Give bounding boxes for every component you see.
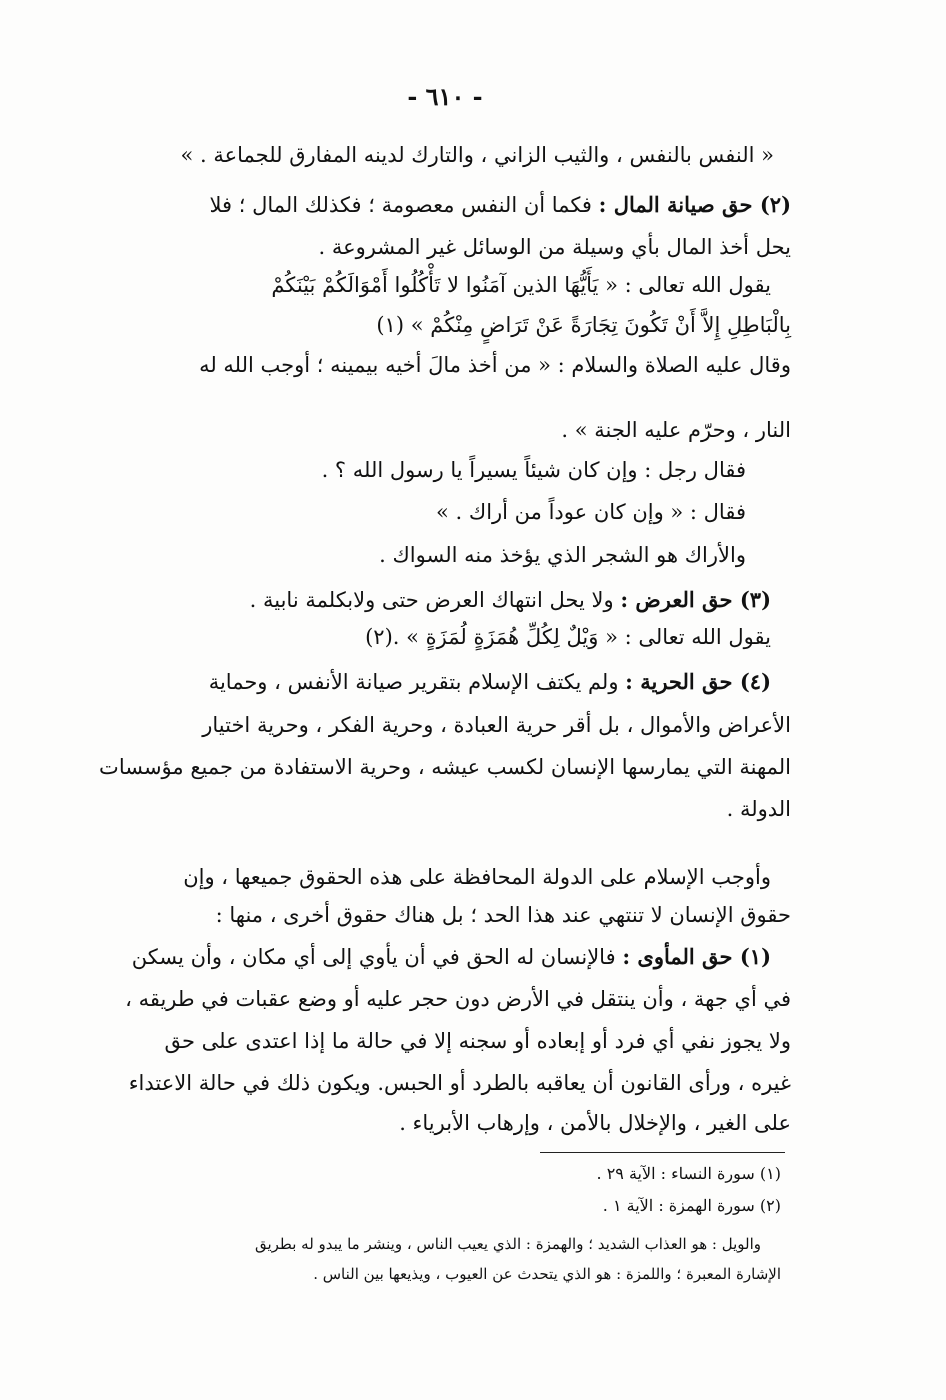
text-line-20: في أي جهة ، وأن ينتقل في الأرض دون حجر عليه أو وضع عقبات في طريقه ، [125, 987, 791, 1011]
text-line-15: المهنة التي يمارسها الإنسان لكسب عيشه ، وحرية الاستفادة من جميع مؤسسات [99, 755, 791, 779]
text-line-19 [132, 942, 771, 972]
quran-verse-line-3: يقول الله تعالى : « وَيْلٌ لِكُلِّ هُمَزَةٍ لُمَزَةٍ » .(٢) [365, 625, 771, 649]
hadith-line-2: النار ، وحرّم عليه الجنة » . [561, 418, 791, 442]
text-line-2 [210, 190, 792, 220]
text-line-9: فقال : « وإن كان عوداً من أراك . » [436, 500, 746, 524]
quran-verse-line-2: بِالْبَاطِلِ إِلاَّ أَنْ تَكُونَ تِجَارَةً عَنْ تَرَاضٍ مِنْكُمْ » (١) [376, 313, 791, 337]
footnote-1: (١) سورة النساء : الآية ٢٩ . [596, 1164, 781, 1183]
text-line-11 [250, 585, 771, 615]
text-line-14: الأعراض والأموال ، بل أقر حرية العبادة ، وحرية الفكر ، وحرية اختيار [202, 713, 791, 737]
section-heading-property: (٢) حق صيانة المال : [598, 192, 791, 217]
page-number: - ٦١٠ - [407, 82, 483, 111]
text-line-16: الدولة . [726, 797, 791, 821]
text-line-2-body: فكما أن النفس معصومة ؛ فكذلك المال ؛ فلا [209, 193, 592, 217]
section-heading-honor: (٣) حق العرض : [620, 587, 771, 612]
text-line-3: يحل أخذ المال بأي وسيلة من الوسائل غير المشروعة . [318, 235, 791, 259]
footnote-note-line-1: والويل : هو العذاب الشديد ؛ والهمزة : الذي يعيب الناس ، وينشر ما يبدو له بطريق [254, 1235, 761, 1253]
text-line-11-body: ولا يحل انتهاك العرض حتى ولابكلمة نابية . [249, 588, 614, 612]
text-line-18: حقوق الإنسان لا تنتهي عند هذا الحد ؛ بل هناك حقوق أخرى ، منها : [215, 903, 791, 927]
footnote-divider [540, 1152, 785, 1153]
text-line-23: على الغير ، والإخلال بالأمن ، وإرهاب الأبرياء . [399, 1111, 791, 1135]
text-line-13 [209, 667, 771, 697]
text-line-17: وأوجب الإسلام على الدولة المحافظة على هذه الحقوق جميعها ، وإن [183, 865, 771, 889]
section-heading-shelter: (١) حق المأوى : [622, 944, 771, 969]
footnote-2: (٢) سورة الهمزة : الآية ١ . [602, 1196, 781, 1215]
text-line-13-body: ولم يكتف الإسلام بتقرير صيانة الأنفس ، وحماية [208, 670, 619, 694]
text-line-10: والأراك هو الشجر الذي يؤخذ منه السواك . [379, 543, 746, 567]
text-line-19-body: فالإنسان له الحق في أن يأوي إلى أي مكان ، وأن يسكن [131, 945, 616, 969]
section-heading-freedom: (٤) حق الحرية : [625, 669, 771, 694]
text-line-1: « النفس بالنفس ، والثيب الزاني ، والتارك لدينه المفارق للجماعة . » [180, 143, 774, 167]
text-line-22: غيره ، ورأى القانون أن يعاقبه بالطرد أو الحبس. ويكون ذلك في حالة الاعتداء [128, 1071, 791, 1095]
hadith-line-1: وقال عليه الصلاة والسلام : « من أخذ مالَ أخيه بيمينه ؛ أوجب الله له [199, 353, 791, 377]
quran-verse-line-1: يقول الله تعالى : « يَأَيُّهَا الذين آمَنُوا لا تَأْكُلُوا أَمْوَالَكُمْ بَيْنَكُمْ [271, 273, 771, 297]
text-line-21: ولا يجوز نفي أي فرد أو إبعاده أو سجنه إلا في حالة ما إذا اعتدى على حق [164, 1029, 791, 1053]
footnote-note-line-2: الإشارة المعبرة ؛ واللمزة : هو الذي يتحدث عن العيوب ، ويذيعها بين الناس . [313, 1265, 781, 1283]
text-line-8: فقال رجل : وإن كان شيئاً يسيراً يا رسول الله ؟ . [321, 458, 746, 482]
